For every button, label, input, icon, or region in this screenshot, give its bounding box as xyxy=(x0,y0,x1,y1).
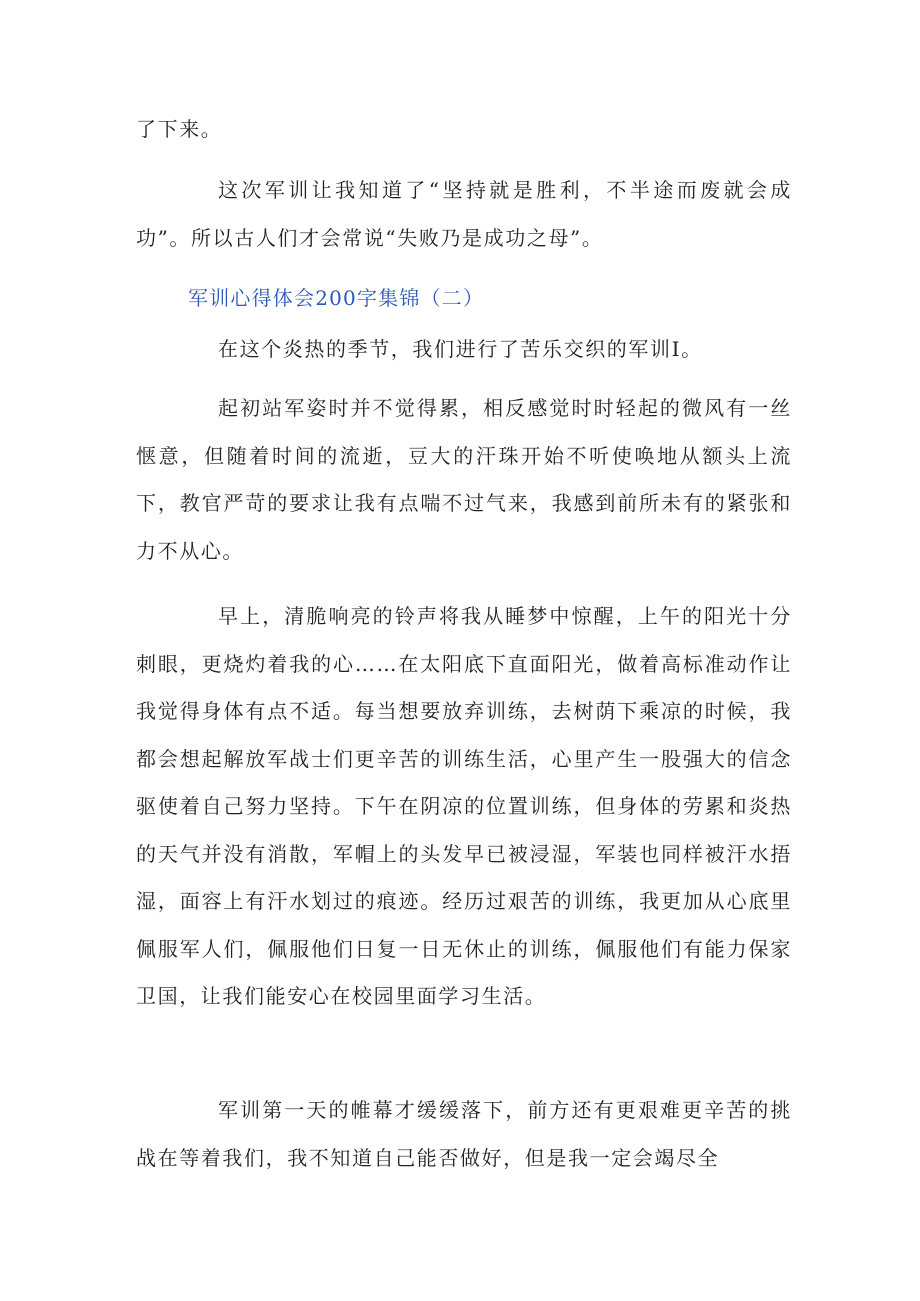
paragraph-intro: 在这个炎热的季节，我们进行了苦乐交织的军训I。 xyxy=(218,337,703,361)
paragraph-continuation: 了下来。 xyxy=(136,117,223,141)
paragraph-standing: 起初站军姿时并不觉得累，相反感觉时时轻起的微风有一丝惬意，但随着时间的流逝，豆大的汗珠开始不听使唤地从额头上流下，教官严苛的要求让我有点喘不过气来，我感到前所未有的紧张和力不从心。 xyxy=(136,396,792,563)
paragraph-first-day: 军训第一天的帷幕才缓缓落下，前方还有更艰难更辛苦的挑战在等着我们，我不知道自己能否做好，但是我一定会竭尽全 xyxy=(136,1098,792,1170)
paragraph-morning: 早上，清脆响亮的铃声将我从睡梦中惊醒，上午的阳光十分刺眼，更烧灼着我的心……在太阳底下直面阳光，做着高标准动作让我觉得身体有点不适。每当想要放弃训练，去树荫下乘凉的时候，我都会想起解放军战士们更辛苦的训练生活，心里产生一股强大的信念驱使着自己努力坚持。下午在阴凉的位置训练，但身体的劳累和炎热的天气并没有消散，军帽上的头发早已被浸湿，军装也同样被汗水捂湿，面容上有汗水划过的痕迹。经历过艰苦的训练，我更加从心底里佩服军人们，佩服他们日复一日无休止的训练，佩服他们有能力保家卫国，让我们能安心在校园里面学习生活。 xyxy=(136,604,792,1008)
section-heading: 军训心得体会200字集锦（二） xyxy=(188,286,485,310)
paragraph-persistence: 这次军训让我知道了“坚持就是胜利，不半途而废就会成功”。所以古人们才会常说“失败乃是成功之母”。 xyxy=(136,178,792,250)
